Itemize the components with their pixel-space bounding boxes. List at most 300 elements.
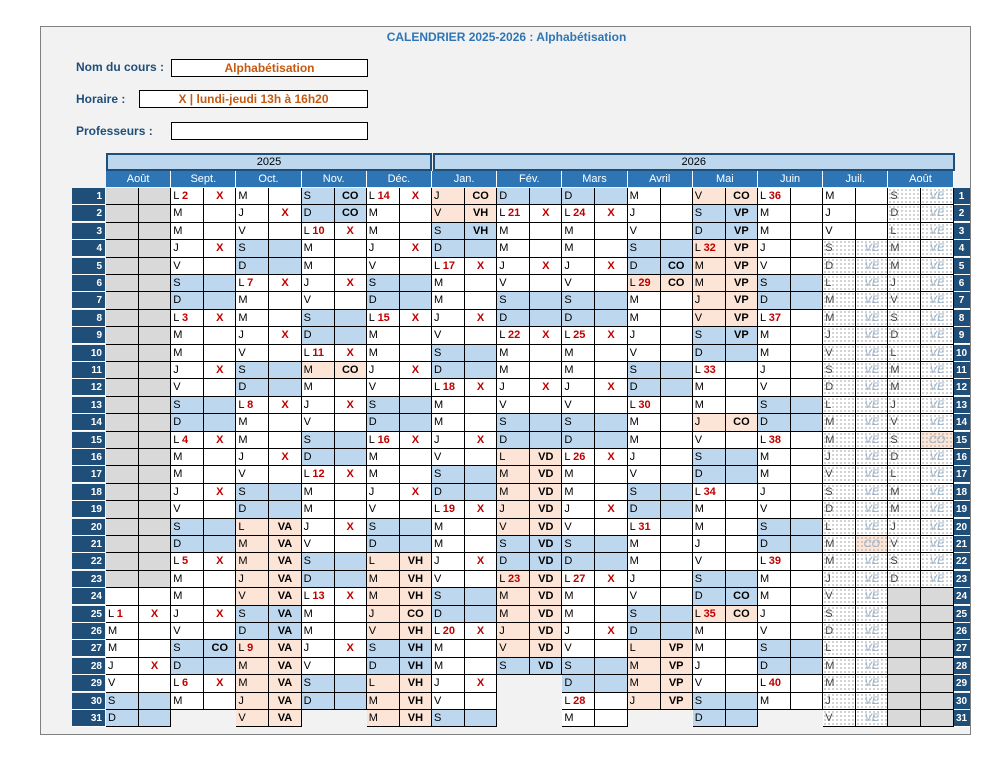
row-number: 3 — [72, 223, 105, 240]
day-cell: V — [758, 379, 791, 396]
day-cell: M — [367, 205, 400, 222]
activity-cell: X — [204, 484, 236, 501]
day-cell: J — [236, 449, 269, 466]
day-cell — [432, 501, 465, 518]
day-cell — [758, 310, 791, 327]
week-number: 38 — [768, 433, 782, 446]
day-cell: D — [171, 414, 204, 431]
activity-cell: VE — [921, 327, 953, 344]
day-cell — [628, 397, 661, 414]
row-number: 11 — [72, 362, 105, 379]
activity-cell — [139, 466, 171, 483]
activity-cell — [791, 675, 823, 692]
activity-cell: CO — [335, 362, 367, 379]
activity-cell — [595, 432, 627, 449]
activity-cell — [269, 345, 301, 362]
activity-cell — [726, 640, 758, 657]
day-cell: S — [888, 310, 921, 327]
day-cell: J — [693, 536, 726, 553]
activity-cell: VP — [661, 658, 693, 675]
day-cell: M — [758, 205, 791, 222]
activity-cell — [791, 327, 823, 344]
activity-cell — [530, 188, 562, 205]
activity-cell: VH — [465, 205, 497, 222]
activity-cell — [335, 327, 367, 344]
activity-cell: VP — [726, 223, 758, 240]
day-cell: M — [628, 536, 661, 553]
activity-cell — [791, 623, 823, 640]
activity-cell: X — [335, 588, 367, 605]
activity-cell: X — [204, 240, 236, 257]
row-number: 31 — [72, 710, 105, 727]
day-cell: M — [758, 345, 791, 362]
day-cell: M — [497, 606, 530, 623]
month-header: Nov. — [302, 171, 367, 187]
day-letter: L — [173, 555, 182, 568]
day-cell: V — [171, 258, 204, 275]
day-cell: S — [432, 466, 465, 483]
day-letter: L — [434, 259, 443, 272]
day-cell: V — [758, 501, 791, 518]
day-cell: J — [171, 240, 204, 257]
activity-cell: X — [139, 606, 171, 623]
day-cell: L — [367, 553, 400, 570]
day-cell: S — [302, 432, 335, 449]
row-number: 30 — [72, 693, 105, 710]
day-letter: L — [434, 381, 443, 394]
day-cell: V — [693, 675, 726, 692]
activity-cell: X — [269, 327, 301, 344]
day-cell: M — [171, 449, 204, 466]
activity-cell: CO — [856, 536, 888, 553]
activity-cell — [269, 362, 301, 379]
day-cell — [106, 275, 139, 292]
activity-cell — [139, 675, 171, 692]
activity-cell — [595, 362, 627, 379]
day-cell — [106, 466, 139, 483]
row-number-right: 14 — [953, 414, 970, 431]
day-cell: L — [497, 449, 530, 466]
activity-cell — [791, 693, 823, 710]
activity-cell — [465, 345, 497, 362]
activity-cell: CO — [661, 275, 693, 292]
day-cell: V — [236, 588, 269, 605]
day-cell: D — [628, 258, 661, 275]
day-letter: L — [303, 468, 313, 481]
week-number: 17 — [442, 259, 456, 272]
day-cell: V — [432, 327, 465, 344]
day-cell: M — [888, 484, 921, 501]
day-cell: M — [171, 693, 204, 710]
day-cell: S — [693, 449, 726, 466]
activity-cell: VE — [856, 553, 888, 570]
day-cell: S — [432, 710, 465, 727]
week-number: 26 — [573, 451, 586, 463]
activity-cell: X — [595, 205, 627, 222]
day-cell: D — [562, 188, 595, 205]
activity-cell: X — [595, 623, 627, 640]
day-cell — [758, 675, 791, 692]
week-number: 14 — [377, 190, 390, 202]
day-cell — [888, 606, 921, 623]
activity-cell — [595, 484, 627, 501]
day-cell — [888, 623, 921, 640]
day-letter: L — [499, 207, 508, 220]
activity-cell: X — [595, 327, 627, 344]
activity-cell — [791, 658, 823, 675]
day-cell: J — [367, 484, 400, 501]
day-cell: L — [888, 223, 921, 240]
day-cell — [106, 571, 139, 588]
activity-cell — [335, 240, 367, 257]
day-cell: V — [302, 414, 335, 431]
day-cell: M — [432, 397, 465, 414]
day-cell: V — [367, 501, 400, 518]
day-cell: S — [628, 240, 661, 257]
day-cell: M — [236, 414, 269, 431]
day-cell: M — [562, 710, 595, 727]
day-cell: J — [171, 362, 204, 379]
activity-cell — [791, 414, 823, 431]
activity-cell: VP — [726, 310, 758, 327]
day-cell — [497, 571, 530, 588]
activity-cell: VE — [921, 310, 953, 327]
day-letter: L — [173, 677, 182, 690]
activity-cell — [465, 240, 497, 257]
day-cell: S — [236, 362, 269, 379]
day-cell: M — [758, 466, 791, 483]
day-cell — [106, 397, 139, 414]
day-cell: S — [171, 640, 204, 657]
activity-cell: X — [530, 205, 562, 222]
activity-cell: VH — [400, 693, 432, 710]
week-number: 40 — [768, 677, 782, 690]
day-cell: S — [367, 519, 400, 536]
week-number: 4 — [181, 433, 189, 446]
day-cell: D — [758, 536, 791, 553]
week-number: 33 — [703, 364, 716, 376]
day-cell: V — [367, 623, 400, 640]
activity-cell: X — [400, 362, 432, 379]
day-letter: L — [238, 642, 248, 655]
activity-cell — [595, 397, 627, 414]
day-cell: S — [758, 275, 791, 292]
row-number: 16 — [72, 449, 105, 466]
course-name-field[interactable]: Alphabétisation — [171, 59, 368, 77]
day-cell: J — [628, 693, 661, 710]
day-cell — [106, 223, 139, 240]
activity-cell — [921, 675, 953, 692]
activity-cell — [400, 275, 432, 292]
activity-cell — [791, 345, 823, 362]
activity-cell: VD — [530, 449, 562, 466]
activity-cell: VD — [530, 553, 562, 570]
activity-cell — [726, 345, 758, 362]
day-cell: M — [497, 345, 530, 362]
day-letter: L — [499, 329, 508, 342]
day-cell: M — [628, 658, 661, 675]
day-cell: D — [367, 292, 400, 309]
activity-cell: VE — [856, 362, 888, 379]
activity-cell — [465, 484, 497, 501]
day-cell: M — [888, 501, 921, 518]
activity-cell: VE — [856, 675, 888, 692]
day-cell: M — [171, 327, 204, 344]
activity-cell: VE — [856, 345, 888, 362]
day-cell — [106, 484, 139, 501]
activity-cell — [465, 606, 497, 623]
day-cell: D — [562, 553, 595, 570]
day-cell: M — [171, 205, 204, 222]
activity-cell — [661, 327, 693, 344]
day-cell: V — [432, 571, 465, 588]
activity-cell — [595, 710, 627, 727]
day-cell: S — [367, 640, 400, 657]
activity-cell — [595, 275, 627, 292]
day-letter: L — [760, 433, 769, 446]
activity-cell — [530, 345, 562, 362]
activity-cell: VH — [400, 553, 432, 570]
row-number-right: 17 — [953, 466, 970, 483]
activity-cell — [204, 275, 236, 292]
activity-cell — [139, 501, 171, 518]
day-cell: M — [888, 362, 921, 379]
day-cell: D — [432, 606, 465, 623]
day-letter: L — [173, 311, 182, 324]
day-cell — [171, 553, 204, 570]
day-cell: J — [758, 240, 791, 257]
row-number-right: 4 — [953, 240, 970, 257]
month-header: Déc. — [367, 171, 432, 187]
day-cell: V — [888, 292, 921, 309]
month-header: Juin — [758, 171, 823, 187]
week-number: 13 — [312, 590, 325, 603]
activity-cell: VH — [400, 710, 432, 727]
day-cell: V — [432, 449, 465, 466]
day-cell: V — [562, 275, 595, 292]
day-cell: M — [823, 432, 856, 449]
activity-cell — [530, 362, 562, 379]
activity-cell — [791, 466, 823, 483]
activity-cell — [921, 658, 953, 675]
day-letter: L — [760, 677, 769, 690]
row-number-right: 9 — [953, 327, 970, 344]
activity-cell: X — [335, 519, 367, 536]
activity-cell: VA — [269, 571, 301, 588]
day-cell: M — [302, 379, 335, 396]
activity-cell — [661, 292, 693, 309]
activity-cell — [204, 466, 236, 483]
activity-cell — [335, 501, 367, 518]
row-number-right: 24 — [953, 588, 970, 605]
activity-cell — [791, 188, 823, 205]
day-letter: L — [760, 311, 769, 324]
activity-cell: X — [204, 432, 236, 449]
day-cell: J — [302, 519, 335, 536]
day-cell: J — [823, 693, 856, 710]
week-number: 19 — [442, 503, 456, 516]
activity-cell: VA — [269, 553, 301, 570]
week-number: 37 — [768, 311, 782, 324]
day-cell: J — [497, 623, 530, 640]
day-cell — [562, 205, 595, 222]
activity-cell — [661, 397, 693, 414]
activity-cell — [139, 292, 171, 309]
activity-cell: VA — [269, 658, 301, 675]
day-letter: L — [564, 694, 574, 707]
day-cell: M — [432, 275, 465, 292]
week-number: 39 — [768, 555, 782, 568]
day-cell: M — [562, 362, 595, 379]
schedule-field[interactable]: X | lundi-jeudi 13h à 16h20 — [139, 90, 368, 108]
activity-cell: X — [139, 658, 171, 675]
row-number: 5 — [72, 258, 105, 275]
day-cell: D — [693, 345, 726, 362]
day-cell: D — [497, 188, 530, 205]
row-number-right: 8 — [953, 310, 970, 327]
activity-cell: VE — [856, 258, 888, 275]
activity-cell — [661, 240, 693, 257]
day-cell — [562, 449, 595, 466]
day-letter: L — [760, 555, 769, 568]
activity-cell — [595, 553, 627, 570]
activity-cell: X — [400, 484, 432, 501]
activity-cell: VP — [726, 205, 758, 222]
activity-cell — [204, 205, 236, 222]
day-cell: M — [302, 501, 335, 518]
month-header: Août — [888, 171, 953, 187]
day-cell: S — [562, 292, 595, 309]
day-cell: M — [367, 571, 400, 588]
activity-cell: VH — [400, 623, 432, 640]
day-cell: S — [693, 571, 726, 588]
activity-cell — [661, 623, 693, 640]
activity-cell — [726, 432, 758, 449]
activity-cell: CO — [335, 188, 367, 205]
row-number-right: 6 — [953, 275, 970, 292]
activity-cell: VE — [921, 345, 953, 362]
week-number: 31 — [638, 520, 651, 533]
day-cell: M — [758, 571, 791, 588]
activity-cell: VE — [856, 519, 888, 536]
day-letter: L — [238, 277, 248, 289]
activity-cell: X — [465, 379, 497, 396]
day-cell: J — [236, 693, 269, 710]
day-cell — [302, 466, 335, 483]
row-number-right: 12 — [953, 379, 970, 396]
activity-cell: X — [335, 345, 367, 362]
activity-cell: CO — [921, 432, 953, 449]
activity-cell — [335, 414, 367, 431]
day-cell: S — [693, 327, 726, 344]
activity-cell — [726, 449, 758, 466]
activity-cell — [661, 345, 693, 362]
day-cell: V — [693, 310, 726, 327]
activity-cell — [335, 693, 367, 710]
day-cell: M — [302, 606, 335, 623]
activity-cell — [139, 640, 171, 657]
activity-cell — [335, 553, 367, 570]
day-cell: M — [693, 623, 726, 640]
day-cell: M — [628, 292, 661, 309]
activity-cell: X — [595, 258, 627, 275]
activity-cell: CO — [726, 588, 758, 605]
day-cell: V — [628, 345, 661, 362]
day-cell: M — [497, 223, 530, 240]
activity-cell: VE — [921, 205, 953, 222]
day-cell: J — [628, 571, 661, 588]
day-letter: L — [694, 242, 704, 255]
week-number: 3 — [181, 311, 189, 324]
row-number: 4 — [72, 240, 105, 257]
day-cell: V — [562, 640, 595, 657]
week-number: 18 — [442, 381, 456, 394]
activity-cell — [139, 327, 171, 344]
row-number: 22 — [72, 553, 105, 570]
activity-cell — [661, 414, 693, 431]
day-cell: M — [823, 414, 856, 431]
activity-cell: VH — [400, 571, 432, 588]
day-cell — [562, 693, 595, 710]
activity-cell — [335, 658, 367, 675]
week-number: 10 — [312, 224, 325, 237]
day-cell: M — [497, 240, 530, 257]
activity-cell — [726, 397, 758, 414]
activity-cell: VA — [269, 606, 301, 623]
activity-cell: VE — [921, 414, 953, 431]
day-cell: V — [236, 223, 269, 240]
day-letter: L — [629, 277, 639, 289]
month-header: Mai — [693, 171, 758, 187]
activity-cell — [661, 188, 693, 205]
activity-cell — [791, 379, 823, 396]
row-number-right: 5 — [953, 258, 970, 275]
day-letter: L — [564, 207, 574, 220]
activity-cell: VE — [921, 519, 953, 536]
day-cell: M — [823, 310, 856, 327]
day-cell: M — [171, 571, 204, 588]
month-header: Juil. — [823, 171, 888, 187]
row-number-right: 2 — [953, 205, 970, 222]
year-header: 2026 — [433, 153, 955, 171]
activity-cell — [791, 484, 823, 501]
day-cell — [106, 536, 139, 553]
day-cell — [302, 223, 335, 240]
activity-cell: X — [204, 675, 236, 692]
day-cell: J — [628, 449, 661, 466]
year-header: 2025 — [106, 153, 432, 171]
page-title: CALENDRIER 2025-2026 : Alphabétisation — [386, 30, 627, 44]
day-cell: J — [302, 640, 335, 657]
activity-cell — [335, 623, 367, 640]
day-cell: J — [693, 414, 726, 431]
activity-cell: X — [465, 258, 497, 275]
month-header: Août — [106, 171, 171, 187]
activity-cell — [465, 588, 497, 605]
activity-cell — [661, 379, 693, 396]
day-cell: J — [562, 258, 595, 275]
activity-cell — [204, 397, 236, 414]
activity-cell: X — [269, 275, 301, 292]
day-cell: V — [758, 258, 791, 275]
row-number-right: 28 — [953, 658, 970, 675]
day-cell: L — [823, 275, 856, 292]
activity-cell — [791, 432, 823, 449]
day-cell: M — [628, 310, 661, 327]
activity-cell — [269, 466, 301, 483]
week-number: 30 — [638, 398, 651, 411]
activity-cell — [269, 310, 301, 327]
